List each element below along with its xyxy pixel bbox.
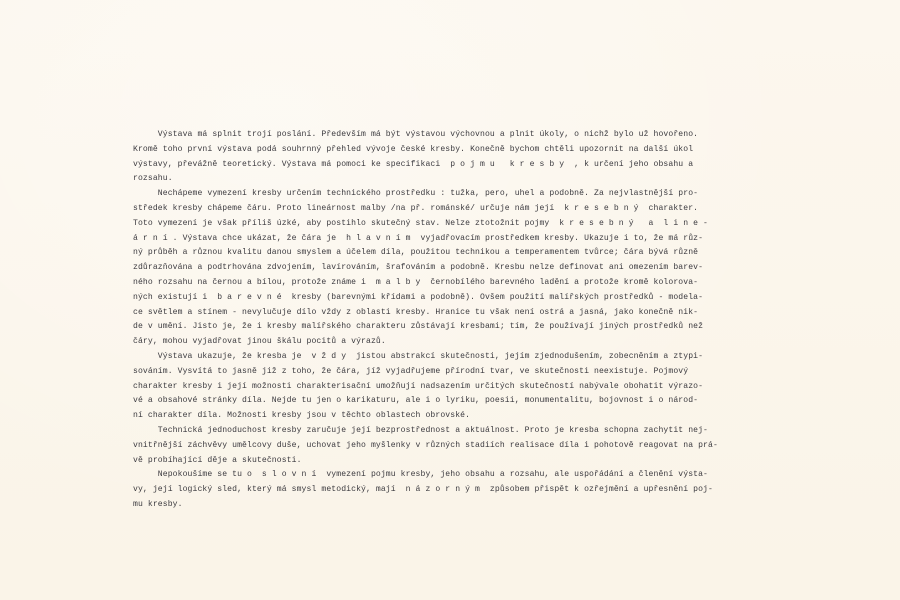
text-line: ného rozsahu na černou a bílou, protože známe i m a l b y černobílého barevného ladění a protože kromě kolorova-: [133, 277, 699, 287]
text-line: Nepokoušíme se tu o s l o v n í vymezení pojmu kresby, jeho obsahu a rozsahu, ale uspořádání a členění výsta-: [133, 470, 709, 480]
text-line: charakter kresby i její možnosti charakterisační umožňují nadsazením určitých skutečností nabývale obohatit výrazo-: [133, 381, 704, 391]
text-line: rozsahu.: [133, 174, 173, 184]
text-line: sováním. Vysvítá to jasně již z toho, že čára, jíž vyjadřujeme přírodní tvar, ve skutečnosti neexistuje. Pojmový: [133, 366, 689, 376]
text-line: de v umění. Jisto je, že i kresby malířského charakteru zůstávají kresbami; tím, že používají jiných prostředků než: [133, 322, 704, 332]
text-line: ce světlem a stínem - nevylučuje dílo vždy z oblasti kresby. Hranice tu však není ostrá a jasná, jako konečně nik-: [133, 307, 699, 317]
text-line: zdůrazňována a podtrhována zdvojením, lavírováním, šrafováním a podobně. Kresbu nelze definovat ani omezením barev-: [133, 263, 704, 273]
text-line: vé a obsahové stránky díla. Nejde tu jen o karikaturu, ale i o lyriku, poesii, monumentalitu, bojovnost i o národ-: [133, 396, 699, 406]
text-line: vě probíhající děje a skutečnosti.: [133, 455, 302, 465]
text-line: Nechápeme vymezení kresby určením technického prostředku : tužka, pero, uhel a podobně. Za nejvlastnější pro-: [133, 189, 699, 199]
text-line: středek kresby chápeme čáru. Proto lineárnost malby /na př. románské/ určuje nám její k r e s e b n ý charakter.: [133, 203, 699, 213]
text-line: čáry, mohou vyjadřovat jinou škálu pocitů a výrazů.: [133, 337, 386, 347]
typewritten-text-block: [133, 128, 773, 513]
text-line: Toto vymezení je však příliš úzké, aby postihlo skutečný stav. Nelze ztotožnit pojmy k r e s e b n ý a l i n e -: [133, 218, 709, 228]
text-line: vnitřnější záchvěvy umělcovy duše, uchovat jeho myšlenky v různých stadiích realisace díla i pohotově reagovat na prá-: [133, 440, 718, 450]
text-line: Výstava má splnit trojí poslání. Především má být výstavou výchovnou a plnit úkoly, o nichž bylo už hovořeno.: [133, 130, 699, 139]
text-line: výstavy, převážně teoretický. Výstava má pomoci ke specifikaci p o j m u k r e s b y , k určení jeho obsahu a: [133, 159, 694, 169]
text-line: á r n í . Výstava chce ukázat, že čára je h l a v n í m vyjadřovacím prostředkem kresby. Ukazuje i to, že má růz-: [133, 233, 704, 243]
text-line: mu kresby.: [133, 499, 183, 509]
text-line: Výstava ukazuje, že kresba je v ž d y jistou abstrakcí skutečnosti, jejím zjednodušením, zobecněním a ztypi-: [133, 351, 704, 361]
text-line: Technická jednoduchost kresby zaručuje její bezprostřednost a aktuálnost. Proto je kresba schopna zachytit nej-: [133, 425, 709, 435]
text-line: ných existují i b a r e v n é kresby (barevnými křídami a podobně). Ovšem použití malířských prostředků - modela-: [133, 292, 704, 302]
text-line: vy, její logický sled, který má smysl metodický, mají n á z o r n ý m způsobem přispět k ozřejmění a upřesnění poj-: [133, 485, 713, 495]
text-line: ní charakter díla. Možnosti kresby jsou v těchto oblastech obrovské.: [133, 411, 471, 421]
text-line: Kromě toho první výstava podá souhrnný přehled vývoje české kresby. Konečně bychom chtěli upozornit na další úkol: [133, 144, 694, 154]
text-line: ný průběh a různou kvalitu danou smyslem a účelem díla, použitou technikou a temperamentem tvůrce; čára bývá různě: [133, 248, 699, 258]
